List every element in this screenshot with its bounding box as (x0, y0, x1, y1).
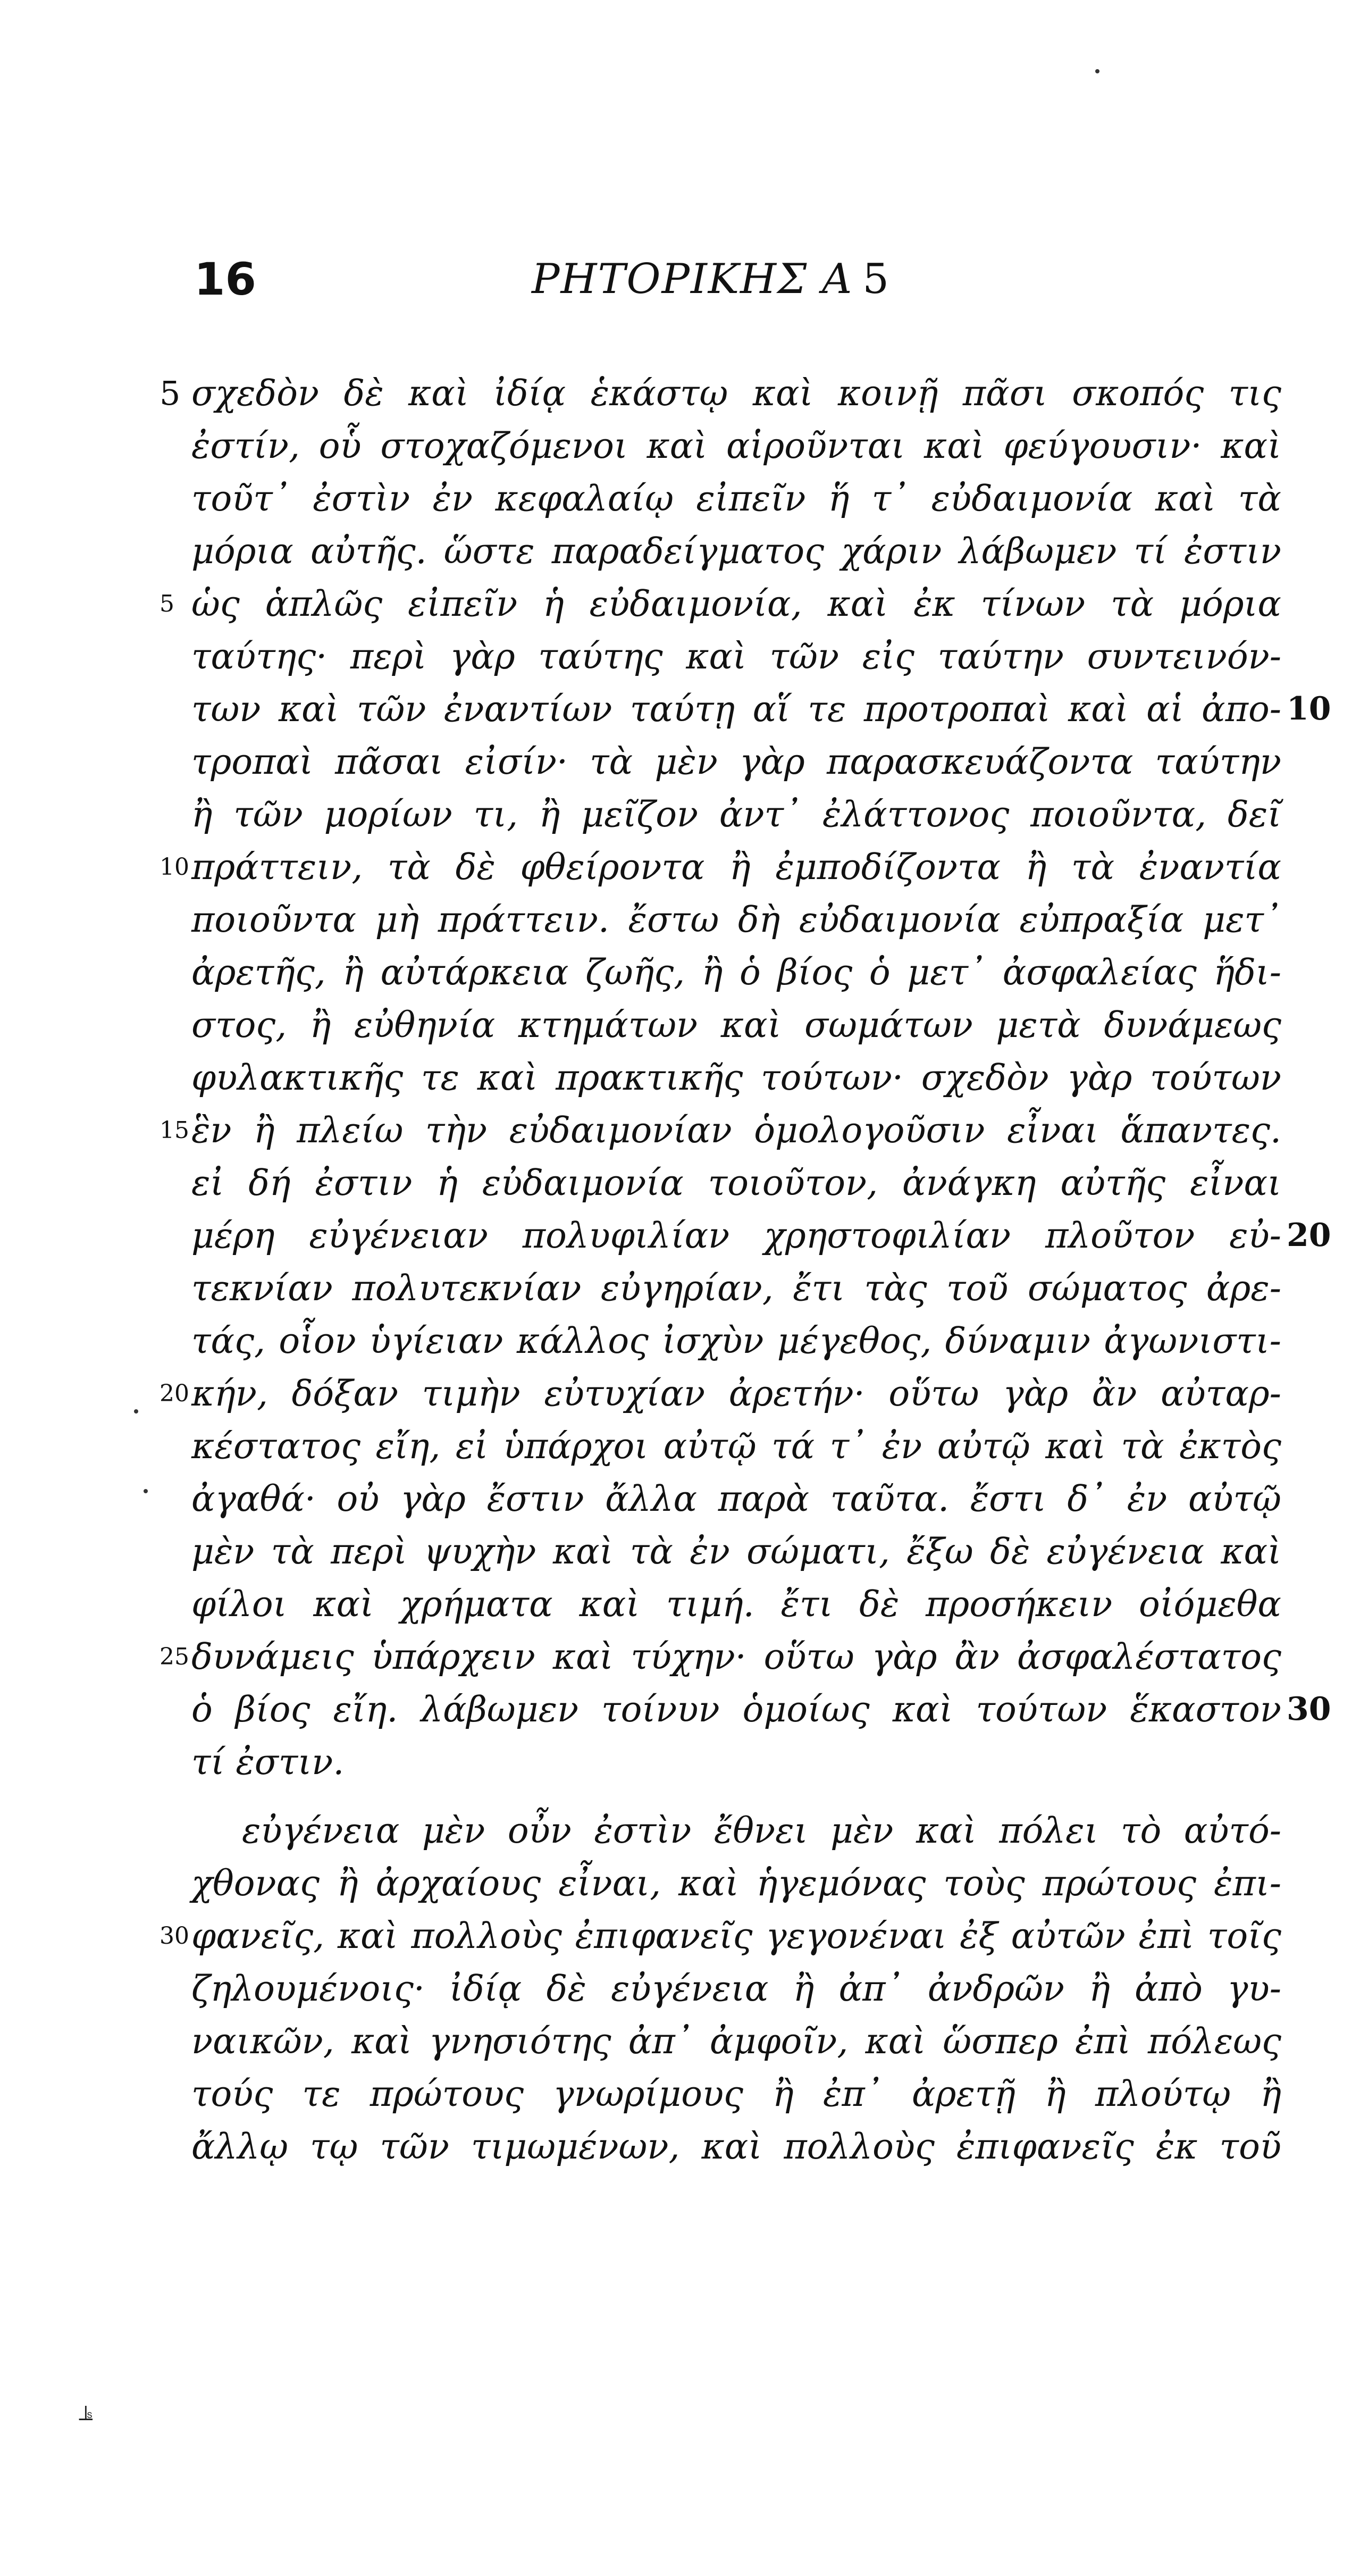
line-text: χθονας ἢ ἀρχαίους εἶναι, καὶ ἡγεμόνας τοὺς πρώτους ἐπι- (191, 1863, 1281, 1904)
line-number-right: 10 (1287, 690, 1331, 727)
line-text: τί ἐστιν. (191, 1742, 345, 1783)
line-text: τούς τε πρώτους γνωρίμους ἢ ἐπ᾽ ἀρετῇ ἢ πλούτῳ ἢ (191, 2073, 1281, 2114)
line-text: κήν, δόξαν τιμὴν εὐτυχίαν ἀρετήν· οὕτω γὰρ ἂν αὐταρ- (191, 1373, 1281, 1414)
speck-mark (134, 1409, 138, 1414)
line-text: σχεδὸν δὲ καὶ ἰδίᾳ ἑκάστῳ καὶ κοινῇ πᾶσι σκοπός τις (191, 373, 1281, 414)
line-text: κέστατος εἴη, εἰ ὑπάρχοι αὐτῷ τά τ᾽ ἐν αὐτῷ καὶ τὰ ἐκτὸς (191, 1426, 1281, 1467)
speck-mark (144, 1489, 148, 1493)
line-text: ταύτης· περὶ γὰρ ταύτης καὶ τῶν εἰς ταύτην συντεινόν- (191, 636, 1281, 677)
line-text: ἐστίν, οὗ στοχαζόμενοι καὶ αἱροῦνται καὶ φεύγουσιν· καὶ (191, 425, 1281, 466)
text-line (0, 1525, 1360, 1578)
text-line (0, 683, 1360, 735)
line-number-left: 10 (159, 854, 189, 881)
text-line (0, 2120, 1360, 2173)
line-number-left: 30 (159, 1922, 189, 1950)
library-mark-icon: ⫡ (79, 2401, 93, 2426)
line-text: ὁ βίος εἴη. λάβωμεν τοίνυν ὁμοίως καὶ τούτων ἕκαστον (191, 1689, 1281, 1730)
text-line (0, 1736, 1360, 1788)
section-number: 5 (862, 255, 890, 303)
text-line (0, 841, 1360, 893)
line-number-left: 5 (159, 590, 174, 617)
line-text: εἰ δή ἐστιν ἡ εὐδαιμονία τοιοῦτον, ἀνάγκη αὐτῆς εἶναι (191, 1162, 1281, 1203)
text-line (0, 1857, 1360, 1910)
line-text: ἓν ἢ πλείω τὴν εὐδαιμονίαν ὁμολογοῦσιν εἶναι ἅπαντες. (191, 1110, 1281, 1151)
text-line (0, 946, 1360, 999)
line-number-left: 5 (159, 374, 181, 413)
text-line (0, 735, 1360, 788)
text-line (0, 472, 1360, 525)
line-text: πράττειν, τὰ δὲ φθείροντα ἢ ἐμποδίζοντα ἢ τὰ ἐναντία (191, 847, 1281, 888)
line-text: ζηλουμένοις· ἰδίᾳ δὲ εὐγένεια ἢ ἀπ᾽ ἀνδρῶν ἢ ἀπὸ γυ- (191, 1968, 1281, 2009)
text-line (0, 893, 1360, 946)
line-text: φυλακτικῆς τε καὶ πρακτικῆς τούτων· σχεδὸν γὰρ τούτων (191, 1057, 1281, 1098)
text-line (0, 1367, 1360, 1420)
line-text: στος, ἢ εὐθηνία κτημάτων καὶ σωμάτων μετὰ δυνάμεως (191, 1005, 1281, 1046)
text-line (0, 1420, 1360, 1473)
text-line (0, 2068, 1360, 2120)
line-text: τάς, οἷον ὑγίειαν κάλλος ἰσχὺν μέγεθος, δύναμιν ἀγωνιστι- (191, 1320, 1281, 1361)
line-text: τροπαὶ πᾶσαι εἰσίν· τὰ μὲν γὰρ παρασκευάζοντα ταύτην (191, 741, 1281, 782)
text-line (0, 1962, 1360, 2015)
line-text: φίλοι καὶ χρήματα καὶ τιμή. ἔτι δὲ προσήκειν οἰόμεθα (191, 1584, 1281, 1625)
text-line (0, 1630, 1360, 1683)
line-text: ὡς ἁπλῶς εἰπεῖν ἡ εὐδαιμονία, καὶ ἐκ τίνων τὰ μόρια (191, 583, 1281, 624)
line-text: φανεῖς, καὶ πολλοὺς ἐπιφανεῖς γεγονέναι ἐξ αὐτῶν ἐπὶ τοῖς (191, 1916, 1281, 1956)
line-number-left: 25 (159, 1643, 189, 1670)
text-line (0, 578, 1360, 630)
text-line (0, 1209, 1360, 1262)
text-line (0, 1578, 1360, 1630)
line-number-right: 30 (1287, 1691, 1331, 1728)
text-line (0, 1315, 1360, 1367)
line-text: ἀγαθά· οὐ γὰρ ἔστιν ἄλλα παρὰ ταῦτα. ἔστι δ᾽ ἐν αὐτῷ (191, 1478, 1281, 1519)
line-text: δυνάμεις ὑπάρχειν καὶ τύχην· οὕτω γὰρ ἂν ἀσφαλέστατος (191, 1636, 1281, 1677)
text-line (0, 1157, 1360, 1209)
line-text: τοῦτ᾽ ἐστὶν ἐν κεφαλαίῳ εἰπεῖν ἥ τ᾽ εὐδαιμονία καὶ τὰ (191, 478, 1281, 519)
text-line (0, 1104, 1360, 1157)
line-text: ἀρετῆς, ἢ αὐτάρκεια ζωῆς, ἢ ὁ βίος ὁ μετ᾽ ἀσφαλείας ἥδι- (191, 952, 1281, 993)
text-line (0, 1910, 1360, 1962)
text-line (0, 2015, 1360, 2068)
line-text: ναικῶν, καὶ γνησιότης ἀπ᾽ ἀμφοῖν, καὶ ὥσπερ ἐπὶ πόλεως (191, 2021, 1281, 2062)
running-head (532, 250, 890, 308)
paragraph-gap (0, 1788, 1360, 1804)
line-text: μέρη εὐγένειαν πολυφιλίαν χρηστοφιλίαν πλοῦτον εὐ- (191, 1215, 1281, 1256)
line-text: ἢ τῶν μορίων τι, ἢ μεῖζον ἀντ᾽ ἐλάττονος ποιοῦντα, δεῖ (191, 794, 1281, 835)
text-line (0, 1051, 1360, 1104)
line-text: ἄλλῳ τῳ τῶν τιμωμένων, καὶ πολλοὺς ἐπιφανεῖς ἐκ τοῦ (191, 2126, 1281, 2167)
page-number: 16 (194, 253, 256, 305)
text-line (0, 525, 1360, 578)
line-text: εὐγένεια μὲν οὖν ἐστὶν ἔθνει μὲν καὶ πόλει τὸ αὐτό- (242, 1810, 1281, 1851)
text-line (0, 1804, 1360, 1857)
line-number-left: 20 (159, 1380, 189, 1407)
text-line (0, 420, 1360, 472)
line-number-left: 15 (159, 1117, 189, 1144)
line-text: ποιοῦντα μὴ πράττειν. ἔστω δὴ εὐδαιμονία εὐπραξία μετ᾽ (191, 899, 1281, 940)
line-text: μόρια αὐτῆς. ὥστε παραδείγματος χάριν λάβωμεν τί ἐστιν (191, 531, 1281, 572)
text-line (0, 999, 1360, 1051)
line-text: τεκνίαν πολυτεκνίαν εὐγηρίαν, ἔτι τὰς τοῦ σώματος ἀρε- (191, 1268, 1281, 1309)
page-header (0, 250, 1360, 319)
line-number-right: 20 (1287, 1217, 1331, 1254)
speck-mark (1095, 69, 1099, 73)
line-text: των καὶ τῶν ἐναντίων ταύτῃ αἵ τε προτροπαὶ καὶ αἱ ἀπο- (191, 689, 1281, 730)
text-line (0, 1473, 1360, 1525)
text-line (0, 630, 1360, 683)
text-line (0, 1683, 1360, 1736)
text-line (0, 1262, 1360, 1315)
running-title: ΡΗΤΟΡΙΚΗΣ Α (532, 255, 853, 303)
line-text: μὲν τὰ περὶ ψυχὴν καὶ τὰ ἐν σώματι, ἔξω δὲ εὐγένεια καὶ (191, 1531, 1281, 1572)
greek-text-body (0, 367, 1360, 2173)
text-line (0, 788, 1360, 841)
text-line (0, 367, 1360, 420)
